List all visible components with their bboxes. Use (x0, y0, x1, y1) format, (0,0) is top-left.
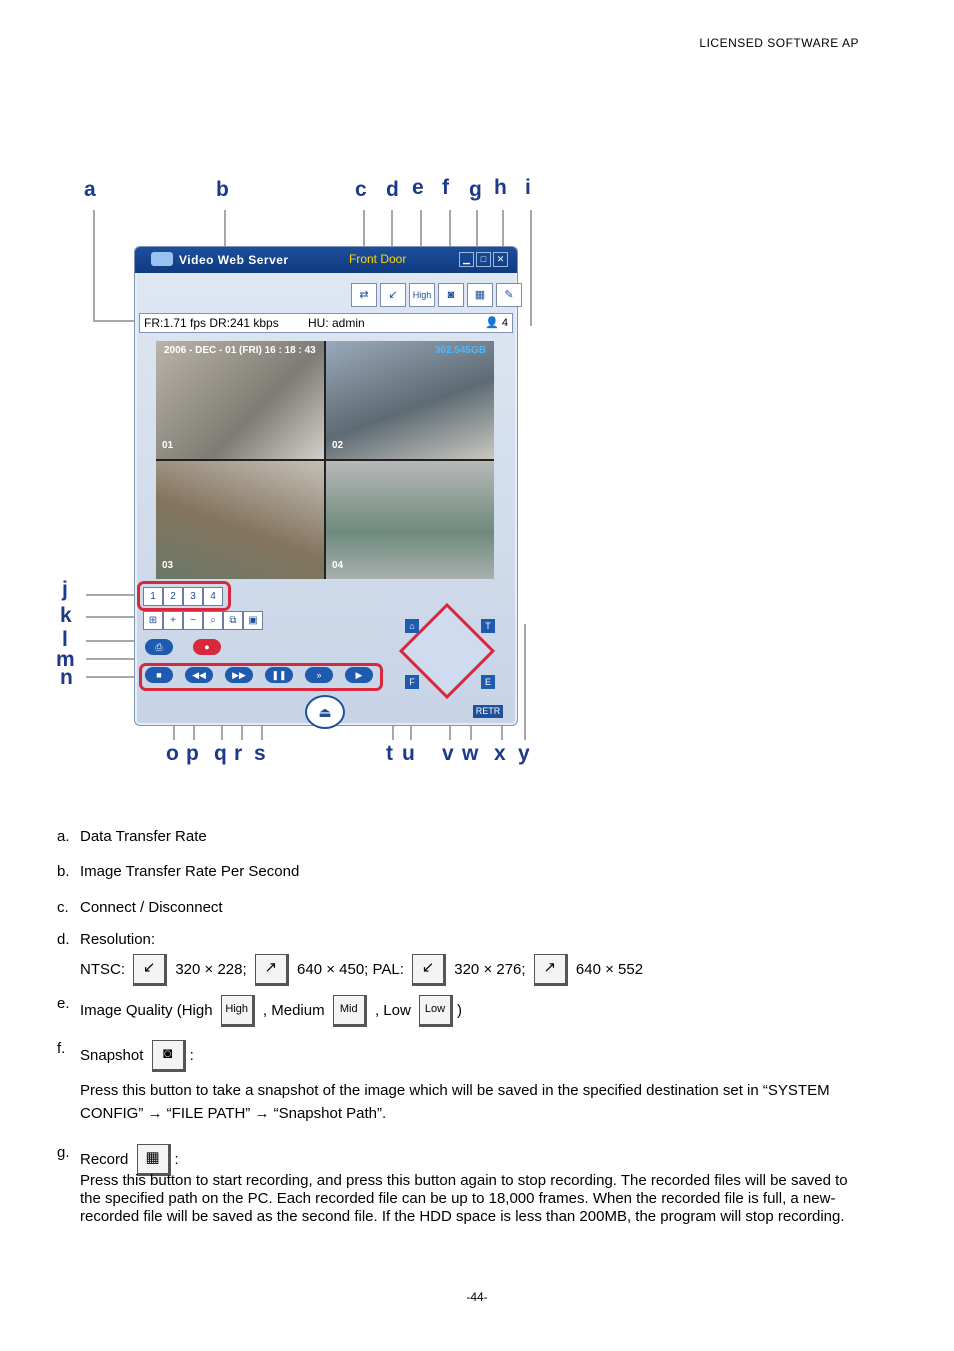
stop-icon[interactable]: ■ (145, 667, 173, 683)
camera-view[interactable] (326, 341, 494, 459)
connect-icon[interactable]: ⇄ (351, 283, 377, 307)
camera-label: 04 (332, 560, 344, 571)
data-rate: FR:1.71 fps DR:241 kbps (144, 316, 279, 330)
leader-line (530, 210, 532, 326)
snapshot-icon: ◙ (152, 1040, 186, 1072)
pal-small: 320 × 276; (454, 960, 526, 978)
record-dot-icon[interactable]: ● (193, 639, 221, 655)
quad-view-icon[interactable]: ⊞ (143, 611, 163, 630)
record-icon: ▦ (137, 1144, 171, 1176)
callout-p: p (186, 742, 199, 765)
video-grid (156, 341, 494, 579)
callout-a: a (84, 178, 96, 201)
item-mark: f. (57, 1040, 66, 1057)
item-text: Connect / Disconnect (80, 899, 223, 916)
video-web-server-window (134, 246, 518, 726)
channel-4-button[interactable]: 4 (203, 587, 223, 606)
search-log-icon[interactable]: ⎙ (145, 639, 173, 655)
channel-3-button[interactable]: 3 (183, 587, 203, 606)
resolution-line (80, 954, 866, 986)
title-bar (135, 247, 517, 273)
camera-label: 02 (332, 440, 344, 451)
callout-i: i (525, 176, 531, 199)
item-mark: b. (57, 863, 70, 880)
item-mark: a. (57, 828, 70, 845)
quality-button[interactable]: High (409, 283, 435, 307)
callout-h: h (494, 176, 507, 199)
fast-forward-icon[interactable]: ▶▶ (225, 667, 253, 683)
popup-icon[interactable]: ▣ (243, 611, 263, 630)
leader-line (86, 594, 140, 596)
camera-view[interactable] (156, 461, 324, 579)
callout-y: y (518, 742, 530, 765)
callout-c: c (355, 178, 367, 201)
channel-1-button[interactable]: 1 (143, 587, 163, 606)
item-text (80, 995, 462, 1027)
high-quality-icon: High (221, 995, 255, 1027)
snapshot-colon: : (189, 1046, 194, 1064)
toolbar (351, 283, 522, 305)
osd-date: 2006 - DEC - 01 (FRI) 16 : 18 : 43 (164, 345, 316, 356)
item-text: Data Transfer Rate (80, 828, 207, 845)
software-figure (56, 170, 546, 770)
ntsc-label: NTSC: (80, 960, 125, 978)
app-title: Video Web Server (179, 253, 289, 267)
callout-d: d (386, 178, 399, 201)
location-label: Front Door (349, 252, 407, 266)
medium-text: , Medium (262, 1001, 325, 1019)
record-text: Record (80, 1150, 129, 1168)
ptz-focus-icon[interactable]: F (405, 675, 419, 689)
ntsc-large: 640 × 450; PAL: (297, 960, 404, 978)
callout-g: g (469, 178, 482, 201)
camera-view[interactable] (156, 341, 324, 459)
ptz-zoom-icon[interactable]: ⌂ (405, 619, 419, 633)
leader-line (524, 624, 526, 740)
ptz-exit-icon[interactable]: E (481, 675, 495, 689)
quality-text: Image Quality (High (80, 1001, 213, 1019)
snapshot-icon[interactable]: ◙ (438, 283, 464, 307)
callout-x: x (494, 742, 506, 765)
close-icon[interactable]: ✕ (493, 252, 508, 267)
online-users: 👤 4 (485, 317, 508, 329)
callout-o: o (166, 742, 179, 765)
callout-f: f (442, 176, 449, 199)
snapshot-description: Press this button to take a snapshot of the image which will be saved in the specified destination set in “SYSTEM CONFIG” → “FILE PATH” → “Snapshot Path”. (80, 1082, 830, 1122)
large-resolution-icon: ↗ (534, 954, 568, 986)
channel-2-button[interactable]: 2 (163, 587, 183, 606)
callout-k: k (60, 604, 72, 627)
callout-t: t (386, 742, 393, 765)
logo-icon (151, 252, 173, 266)
eject-icon[interactable]: ⏏ (305, 695, 345, 729)
callout-n: n (60, 666, 73, 689)
page-header: LICENSED SOFTWARE AP (699, 36, 859, 50)
item-mark: g. (57, 1144, 70, 1161)
item-mark: e. (57, 995, 70, 1012)
pause-icon[interactable]: ❚❚ (265, 667, 293, 683)
ptz-tele-icon[interactable]: T (481, 619, 495, 633)
page-number: -44- (466, 1290, 488, 1304)
item-text: Image Transfer Rate Per Second (80, 863, 300, 880)
osd-hdd: 302.545GB (434, 345, 486, 356)
small-resolution-icon: ↙ (133, 954, 167, 986)
snapshot-text: Snapshot (80, 1046, 144, 1064)
zoom-out-icon[interactable]: − (183, 611, 203, 630)
play-icon[interactable]: ▶ (345, 667, 373, 683)
config-icon[interactable]: ✎ (496, 283, 522, 307)
record-colon: : (174, 1150, 179, 1168)
callout-r: r (234, 742, 243, 765)
ntsc-small: 320 × 228; (175, 960, 247, 978)
leader-line (86, 676, 140, 678)
speed-icon[interactable]: » (305, 667, 333, 683)
callout-m: m (56, 648, 75, 671)
callout-v: v (442, 742, 454, 765)
restore-icon[interactable]: □ (476, 252, 491, 267)
host-user: HU: admin (308, 316, 365, 330)
callout-u: u (402, 742, 415, 765)
callout-q: q (214, 742, 227, 765)
low-text: , Low (374, 1001, 411, 1019)
minimize-icon[interactable]: ▁ (459, 252, 474, 267)
small-resolution-icon: ↙ (412, 954, 446, 986)
callout-j: j (62, 578, 68, 601)
leader-line (93, 210, 95, 322)
resolution-icon[interactable]: ↙ (380, 283, 406, 307)
mid-quality-icon: Mid (333, 995, 367, 1027)
callout-b: b (216, 178, 229, 201)
item-text: Resolution: (80, 931, 156, 948)
callout-s: s (254, 742, 266, 765)
camera-label: 01 (162, 440, 174, 451)
item-mark: c. (57, 899, 69, 916)
online-user-count: 4 (501, 317, 508, 329)
pal-large: 640 × 552 (575, 960, 644, 978)
item-text (80, 1040, 194, 1072)
callout-l: l (62, 628, 68, 651)
status-bar (139, 313, 513, 333)
large-resolution-icon: ↗ (255, 954, 289, 986)
close-paren: ) (456, 1001, 462, 1019)
callout-w: w (462, 742, 479, 765)
leader-line (86, 616, 140, 618)
low-quality-icon: Low (419, 995, 453, 1027)
camera-label: 03 (162, 560, 174, 571)
zoom-in-icon[interactable]: + (163, 611, 183, 630)
callout-e: e (412, 176, 424, 199)
pip-icon[interactable]: ⧉ (223, 611, 243, 630)
magnify-icon[interactable]: ⌕ (203, 611, 223, 630)
record-icon[interactable]: ▦ (467, 283, 493, 307)
retr-button[interactable]: RETR (473, 705, 503, 718)
camera-view[interactable] (326, 461, 494, 579)
rewind-icon[interactable]: ◀◀ (185, 667, 213, 683)
item-mark: d. (57, 931, 70, 948)
record-description: Press this button to start recording, and press this button again to stop recording. The recorded files will be saved to the specified path on the PC. Each recorded file can be up to 18,000 frames. When the recorded file is full, a new-recorded file will be saved as the second file. If the HDD space is less than 200MB, the program will stop recording. (80, 1172, 848, 1225)
